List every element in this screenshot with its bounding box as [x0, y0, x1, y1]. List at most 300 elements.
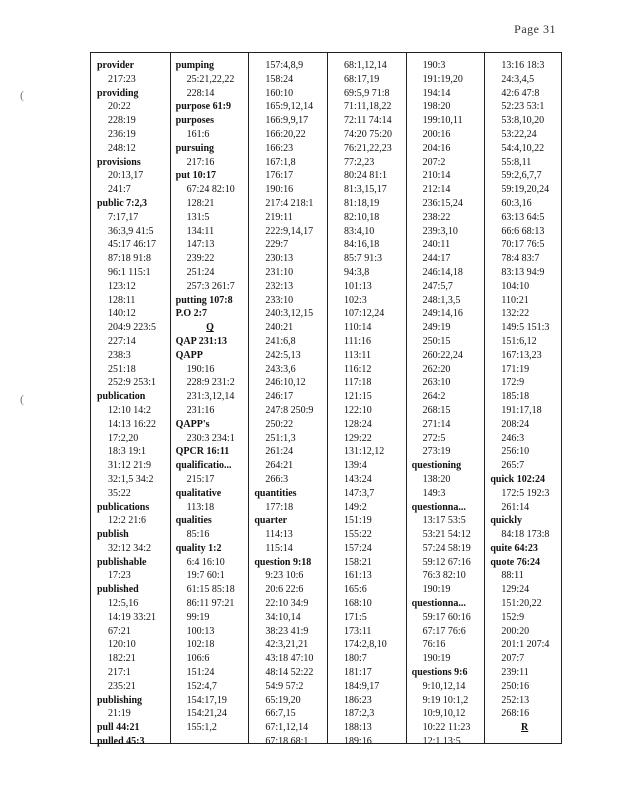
column-divider	[406, 53, 407, 743]
index-term: quickly	[490, 515, 523, 527]
page-line-reference: 249:19	[422, 322, 451, 334]
page-line-reference: 76:21,22,23	[344, 142, 392, 154]
page-line-reference: 168:10	[344, 598, 372, 610]
page-line-reference: 59:12 67:16	[422, 556, 471, 568]
page-line-reference: 114:13	[265, 529, 293, 541]
page-line-reference: 157:24	[344, 542, 372, 554]
page-line-reference: 228:9 231:2	[186, 377, 235, 389]
index-term: pulled 45:3	[97, 736, 145, 748]
index-term: purposes	[175, 115, 215, 127]
page-line-reference: 12:1 13:5	[422, 736, 461, 748]
page-line-reference: 68:1,12,14	[344, 60, 387, 71]
page-line-reference: 158:21	[344, 556, 372, 568]
page-line-reference: 217:23	[108, 73, 136, 85]
column-divider	[170, 53, 171, 743]
index-column	[331, 59, 404, 749]
page-line-reference: 264:2	[422, 391, 446, 403]
page-line-reference: 128:21	[186, 197, 215, 209]
page-line-reference: 68:17,19	[344, 73, 380, 85]
page-line-reference: 81:3,15,17	[344, 184, 387, 196]
index-term: putting 107:8	[175, 294, 233, 306]
page-line-reference: 132:22	[501, 308, 530, 320]
page-line-reference: 229:7	[265, 239, 289, 251]
index-term: QAPP	[175, 349, 203, 361]
page-line-reference: 244:17	[422, 253, 451, 265]
section-letter: R	[521, 722, 529, 734]
page-line-reference: 251:1,3	[265, 432, 296, 444]
page-line-reference: 230:3 234:1	[186, 432, 235, 444]
page-line-reference: 235:21	[108, 680, 136, 692]
page-line-reference: 233:10	[265, 294, 294, 306]
page-line-reference: 84:16,18	[344, 239, 380, 251]
page-line-reference: 116:12	[344, 363, 372, 375]
page-line-reference: 131:5	[186, 211, 210, 223]
page-line-reference: 157:4,8,9	[265, 60, 304, 71]
page-line-reference: 251:18	[108, 363, 136, 375]
page-line-reference: 152:4,7	[186, 680, 217, 692]
page-line-reference: 171:19	[501, 363, 530, 375]
page-line-reference: 67:18 68:1	[265, 736, 309, 748]
page-line-reference: 59:2,6,7,7	[501, 170, 542, 182]
page-line-reference: 117:18	[344, 377, 372, 389]
page-line-reference: 217:16	[186, 156, 215, 168]
page-line-reference: 9:10,12,14	[422, 680, 466, 692]
page-line-reference: 174:2,8,10	[344, 639, 387, 651]
page-line-reference: 165:9,12,14	[265, 101, 314, 113]
page-line-reference: 176:17	[265, 170, 294, 182]
page-line-reference: 59:19,20,24	[501, 184, 550, 196]
page-line-reference: 246:17	[265, 391, 294, 403]
page-line-reference: 76:3 82:10	[422, 570, 466, 582]
page-line-reference: 215:17	[186, 473, 215, 485]
page-line-reference: 240:21	[265, 322, 294, 334]
page-line-reference: 113:18	[186, 501, 215, 513]
page-line-reference: 151:19	[344, 515, 372, 527]
page-line-reference: 87:18 91:8	[108, 253, 152, 265]
page-line-reference: 63:13 64:5	[501, 211, 545, 223]
page-line-reference: 100:13	[186, 625, 215, 637]
page-line-reference: 67:24 82:10	[186, 184, 235, 196]
page-line-reference: 20:13,17	[108, 170, 144, 182]
page-line-reference: 10:9,10,12	[422, 708, 466, 720]
page-line-reference: 110:21	[501, 294, 529, 306]
index-column	[252, 59, 325, 749]
page-line-reference: 190:19	[422, 653, 451, 665]
page-line-reference: 86:11 97:21	[186, 598, 235, 610]
page-line-reference: 129:22	[344, 432, 372, 444]
page-line-reference: 247:5,7	[422, 280, 453, 292]
page-line-reference: 200:16	[422, 128, 451, 140]
page-line-reference: 80:24 81:1	[344, 170, 388, 182]
page-line-reference: 96:1 115:1	[108, 266, 151, 278]
page-line-reference: 238:3	[108, 349, 131, 361]
page-line-reference: 101:13	[344, 280, 372, 292]
page-line-reference: 240:3,12,15	[265, 308, 314, 320]
index-term: qualities	[175, 515, 212, 527]
page-line-reference: 155:1,2	[186, 722, 217, 734]
page-line-reference: 12:2 21:6	[108, 515, 147, 527]
page-line-reference: 236:19	[108, 128, 136, 140]
page-line-reference: 273:19	[422, 446, 451, 458]
page-line-reference: 191:17,18	[501, 404, 542, 416]
index-term: purpose 61:9	[175, 101, 231, 113]
page-line-reference: 74:20 75:20	[344, 128, 393, 140]
page-line-reference: 53:22,24	[501, 128, 537, 140]
page-line-reference: 111:16	[344, 335, 372, 347]
page-line-reference: 57:24 58:19	[422, 542, 471, 554]
page-line-reference: 212:14	[422, 184, 451, 196]
page-line-reference: 231:3,12,14	[186, 391, 235, 403]
page-line-reference: 264:21	[265, 460, 294, 472]
page-line-reference: 246:3	[501, 432, 525, 444]
page-line-reference: 17:2,20	[108, 432, 139, 444]
page-line-reference: 77:2,23	[344, 156, 375, 168]
page-line-reference: 207:7	[501, 653, 525, 665]
page-line-reference: 239:3,10	[422, 225, 458, 237]
page-line-reference: 262:20	[422, 363, 451, 375]
index-column	[488, 59, 561, 735]
index-table	[90, 52, 562, 748]
page-line-reference: 217:4 218:1	[265, 197, 314, 209]
page-line-reference: 42:6 47:8	[501, 87, 540, 99]
page-line-reference: 182:21	[108, 653, 136, 665]
page-line-reference: 200:20	[501, 625, 530, 637]
page-line-reference: 82:10,18	[344, 211, 380, 223]
index-column	[95, 59, 168, 749]
index-term: pumping	[175, 60, 215, 71]
page-line-reference: 138:20	[422, 473, 451, 485]
page-line-reference: 32:12 34:2	[108, 542, 152, 554]
index-term: question 9:18	[254, 556, 312, 568]
page-line-reference: 6:4 16:10	[186, 556, 225, 568]
index-term: quantities	[254, 487, 297, 499]
index-term: providing	[97, 87, 139, 99]
index-term: pursuing	[175, 142, 215, 154]
page-line-reference: 18:3 19:1	[108, 446, 147, 458]
page-line-reference: 243:3,6	[265, 363, 296, 375]
page-line-reference: 201:1 207:4	[501, 639, 550, 651]
index-term: quick 102:24	[490, 473, 546, 485]
page-line-reference: 261:24	[265, 446, 294, 458]
page-line-reference: 251:24	[186, 266, 215, 278]
page-line-reference: 104:10	[501, 280, 530, 292]
page-line-reference: 32:1,5 34:2	[108, 473, 154, 485]
index-term: questions 9:6	[411, 667, 468, 679]
page-line-reference: 227:14	[108, 335, 136, 347]
page-line-reference: 134:11	[186, 225, 215, 237]
page-line-reference: 171:5	[344, 611, 367, 623]
page-line-reference: 246:10,12	[265, 377, 306, 389]
page-line-reference: 190:3	[422, 60, 446, 71]
page-line-reference: 257:3 261:7	[186, 280, 235, 292]
index-term: qualificatio...	[175, 460, 232, 472]
page-line-reference: 72:11 74:14	[344, 115, 392, 127]
page-line-reference: 48:14 52:22	[265, 667, 314, 679]
page-line-reference: 38:23 41:9	[265, 625, 309, 637]
page-line-reference: 160:10	[265, 87, 294, 99]
page-line-reference: 265:7	[501, 460, 525, 472]
page-line-reference: 250:15	[422, 335, 451, 347]
page-line-reference: 194:14	[422, 87, 451, 99]
page-line-reference: 230:13	[265, 253, 294, 265]
page-line-reference: 181:17	[344, 667, 372, 679]
index-term: provider	[97, 60, 135, 71]
page-line-reference: 165:6	[344, 584, 367, 596]
index-term: quote 76:24	[490, 556, 541, 568]
page-line-reference: 70:17 76:5	[501, 239, 545, 251]
page-line-reference: 67:21	[108, 625, 131, 637]
page-line-reference: 53:8,10,20	[501, 115, 545, 127]
page-line-reference: 219:11	[265, 211, 293, 223]
page-line-reference: 45:17 46:17	[108, 239, 157, 251]
index-term: questionna...	[411, 501, 466, 513]
page-line-reference: 260:22,24	[422, 349, 463, 361]
page-line-reference: 21:19	[108, 708, 131, 720]
page-line-reference: 115:14	[265, 542, 293, 554]
page-line-reference: 199:10,11	[422, 115, 463, 127]
page-line-reference: 268:16	[501, 708, 530, 720]
page-line-reference: 20:22	[108, 101, 131, 113]
page-line-reference: 166:23	[265, 142, 294, 154]
index-term: QAP 231:13	[175, 335, 228, 347]
page-line-reference: 61:15 85:18	[186, 584, 235, 596]
page-line-reference: 186:23	[344, 694, 372, 706]
page-line-reference: 272:5	[422, 432, 446, 444]
page-line-reference: 94:3,8	[344, 266, 370, 278]
page-line-reference: 241:7	[108, 184, 131, 196]
page-line-reference: 149:3	[422, 487, 446, 499]
column-divider	[248, 53, 249, 743]
page-line-reference: 149:5 151:3	[501, 322, 550, 334]
page-line-reference: 76:16	[422, 639, 446, 651]
page-line-reference: 12:5,16	[108, 598, 139, 610]
page-line-reference: 228:14	[186, 87, 215, 99]
page-line-reference: 252:9 253:1	[108, 377, 157, 389]
page-line-reference: 66:6 68:13	[501, 225, 545, 237]
page-line-reference: 256:10	[501, 446, 530, 458]
page-line-reference: 85:16	[186, 529, 210, 541]
page-line-reference: 35:22	[108, 487, 131, 499]
page-line-reference: 78:4 83:7	[501, 253, 540, 265]
page-line-reference: 248:12	[108, 142, 136, 154]
index-term: publications	[97, 501, 150, 513]
page-line-reference: 121:15	[344, 391, 372, 403]
page-line-reference: 161:6	[186, 128, 210, 140]
page-line-reference: 240:11	[422, 239, 451, 251]
page-line-reference: 232:13	[265, 280, 294, 292]
page-line-reference: 190:16	[186, 363, 215, 375]
page-line-reference: 155:22	[344, 529, 372, 541]
page-line-reference: 177:18	[265, 501, 294, 513]
page-line-reference: 184:9,17	[344, 680, 380, 692]
index-term: questioning	[411, 460, 462, 472]
page-line-reference: 187:2,3	[344, 708, 375, 720]
index-term: quite 64:23	[490, 542, 538, 554]
punch-hole-mark: (	[20, 392, 24, 406]
index-term: QAPP's	[175, 418, 210, 430]
page-line-reference: 107:12,24	[344, 308, 385, 320]
page-line-reference: 217:1	[108, 667, 131, 679]
page-line-reference: 167:1,8	[265, 156, 296, 168]
page-line-reference: 128:11	[108, 294, 136, 306]
index-term: pull 44:21	[97, 722, 140, 734]
index-term: qualitative	[175, 487, 222, 499]
page-line-reference: 198:20	[422, 101, 451, 113]
page-line-reference: 185:18	[501, 391, 530, 403]
index-term: provisions	[97, 156, 141, 168]
page-line-reference: 248:1,3,5	[422, 294, 461, 306]
page-line-reference: 67:1,12,14	[265, 722, 309, 734]
page-line-reference: 36:3,9 41:5	[108, 225, 154, 237]
page-line-reference: 166:9,9,17	[265, 115, 309, 127]
page-line-reference: 128:24	[344, 418, 372, 430]
page-line-reference: 12:10 14:2	[108, 404, 152, 416]
page-line-reference: 55:8,11	[501, 156, 532, 168]
page-line-reference: 83:4,10	[344, 225, 375, 237]
index-term: quarter	[254, 515, 288, 527]
page-line-reference: 188:13	[344, 722, 372, 734]
page-line-reference: 65:19,20	[265, 694, 301, 706]
page-line-reference: 131:12,12	[344, 446, 385, 458]
page-number: Page 31	[514, 22, 556, 36]
page-line-reference: 231:16	[186, 404, 215, 416]
index-term: questionna...	[411, 598, 466, 610]
page-line-reference: 204:16	[422, 142, 451, 154]
page-line-reference: 167:13,23	[501, 349, 542, 361]
index-term: publishable	[97, 556, 147, 568]
page-line-reference: 129:24	[501, 584, 530, 596]
page-line-reference: 250:16	[501, 680, 530, 692]
page-line-reference: 53:21 54:12	[422, 529, 471, 541]
page-line-reference: 140:12	[108, 308, 136, 320]
page-line-reference: 147:3,7	[344, 487, 375, 499]
page-line-reference: 81:18,19	[344, 197, 380, 209]
page-line-reference: 67:17 76:6	[422, 625, 466, 637]
page-line-reference: 123:12	[108, 280, 136, 292]
page-line-reference: 34:10,14	[265, 611, 301, 623]
page-line-reference: 22:10 34:9	[265, 598, 309, 610]
page-line-reference: 190:19	[422, 584, 451, 596]
page-line-reference: 250:22	[265, 418, 294, 430]
page-line-reference: 66:7,15	[265, 708, 296, 720]
page-line-reference: 60:3,16	[501, 197, 532, 209]
page-line-reference: 252:13	[501, 694, 530, 706]
page-line-reference: 10:22 11:23	[422, 722, 471, 734]
page-line-reference: 13:17 53:5	[422, 515, 466, 527]
page-line-reference: 154:17,19	[186, 694, 227, 706]
index-column	[410, 59, 483, 749]
page-line-reference: 242:5,13	[265, 349, 301, 361]
page-line-reference: 102:18	[186, 639, 215, 651]
page-line-reference: 7:17,17	[108, 211, 139, 223]
page-line-reference: 43:18 47:10	[265, 653, 314, 665]
page-line-reference: 239:11	[501, 667, 529, 679]
page-line-reference: 69:5,9 71:8	[344, 87, 390, 99]
page-line-reference: 263:10	[422, 377, 451, 389]
page-line-reference: 147:13	[186, 239, 215, 251]
column-divider	[327, 53, 328, 743]
page-line-reference: 88:11	[501, 570, 524, 582]
index-column	[174, 59, 247, 735]
page-line-reference: 24:3,4,5	[501, 73, 535, 85]
index-term: publish	[97, 529, 129, 541]
page-line-reference: 271:14	[422, 418, 451, 430]
page-line-reference: 20:6 22:6	[265, 584, 304, 596]
page-line-reference: 25:21,22,22	[186, 73, 235, 85]
page-line-reference: 151:24	[186, 667, 215, 679]
index-term: QPCR 16:11	[175, 446, 230, 458]
page-line-reference: 106:6	[186, 653, 210, 665]
page-line-reference: 239:22	[186, 253, 215, 265]
page-line-reference: 249:14,16	[422, 308, 463, 320]
index-term: published	[97, 584, 139, 596]
page-line-reference: 102:3	[344, 294, 367, 306]
page-line-reference: 84:18 173:8	[501, 529, 550, 541]
page-line-reference: 189:16	[344, 736, 372, 748]
page-line-reference: 85:7 91:3	[344, 253, 383, 265]
page-line-reference: 54:4,10,22	[501, 142, 545, 154]
page-line-reference: 120:10	[108, 639, 136, 651]
page-line-reference: 172:9	[501, 377, 525, 389]
page-line-reference: 31:12 21:9	[108, 460, 152, 472]
page-line-reference: 154:21,24	[186, 708, 227, 720]
page-line-reference: 151:6,12	[501, 335, 537, 347]
index-term: publication	[97, 391, 146, 403]
page-line-reference: 173:11	[344, 625, 372, 637]
page-line-reference: 204:9 223:5	[108, 322, 157, 334]
page-line-reference: 158:24	[265, 73, 294, 85]
page-line-reference: 236:15,24	[422, 197, 463, 209]
page-line-reference: 52:23 53:1	[501, 101, 545, 113]
page-line-reference: 54:9 57:2	[265, 680, 304, 692]
column-divider	[484, 53, 485, 743]
page-line-reference: 231:10	[265, 266, 294, 278]
page-line-reference: 139:4	[344, 460, 367, 472]
page-line-reference: 151:20,22	[501, 598, 542, 610]
page-line-reference: 172:5 192:3	[501, 487, 550, 499]
index-term: put 10:17	[175, 170, 216, 182]
page-line-reference: 110:14	[344, 322, 372, 334]
page-line-reference: 14:19 33:21	[108, 611, 157, 623]
page-line-reference: 241:6,8	[265, 335, 296, 347]
page-line-reference: 238:22	[422, 211, 451, 223]
page-line-reference: 13:16 18:3	[501, 60, 545, 71]
page-line-reference: 71:11,18,22	[344, 101, 392, 113]
index-term: quality 1:2	[175, 542, 222, 554]
page-line-reference: 207:2	[422, 156, 446, 168]
page-line-reference: 42:3,21,21	[265, 639, 309, 651]
page-line-reference: 122:10	[344, 404, 372, 416]
page-line-reference: 208:24	[501, 418, 530, 430]
page-line-reference: 190:16	[265, 184, 294, 196]
page-line-reference: 99:19	[186, 611, 210, 623]
page-line-reference: 149:2	[344, 501, 367, 513]
page-line-reference: 59:17 60:16	[422, 611, 471, 623]
page-line-reference: 180:7	[344, 653, 367, 665]
section-letter: Q	[206, 322, 214, 334]
page-line-reference: 228:19	[108, 115, 136, 127]
page-line-reference: 268:15	[422, 404, 451, 416]
page-line-reference: 9:19 10:1,2	[422, 694, 469, 706]
page-line-reference: 210:14	[422, 170, 451, 182]
page-line-reference: 83:13 94:9	[501, 266, 545, 278]
page-line-reference: 17:23	[108, 570, 131, 582]
page-line-reference: 166:20,22	[265, 128, 306, 140]
index-term: publishing	[97, 694, 143, 706]
page-line-reference: 143:24	[344, 473, 372, 485]
page-line-reference: 222:9,14,17	[265, 225, 314, 237]
page-line-reference: 266:3	[265, 473, 289, 485]
